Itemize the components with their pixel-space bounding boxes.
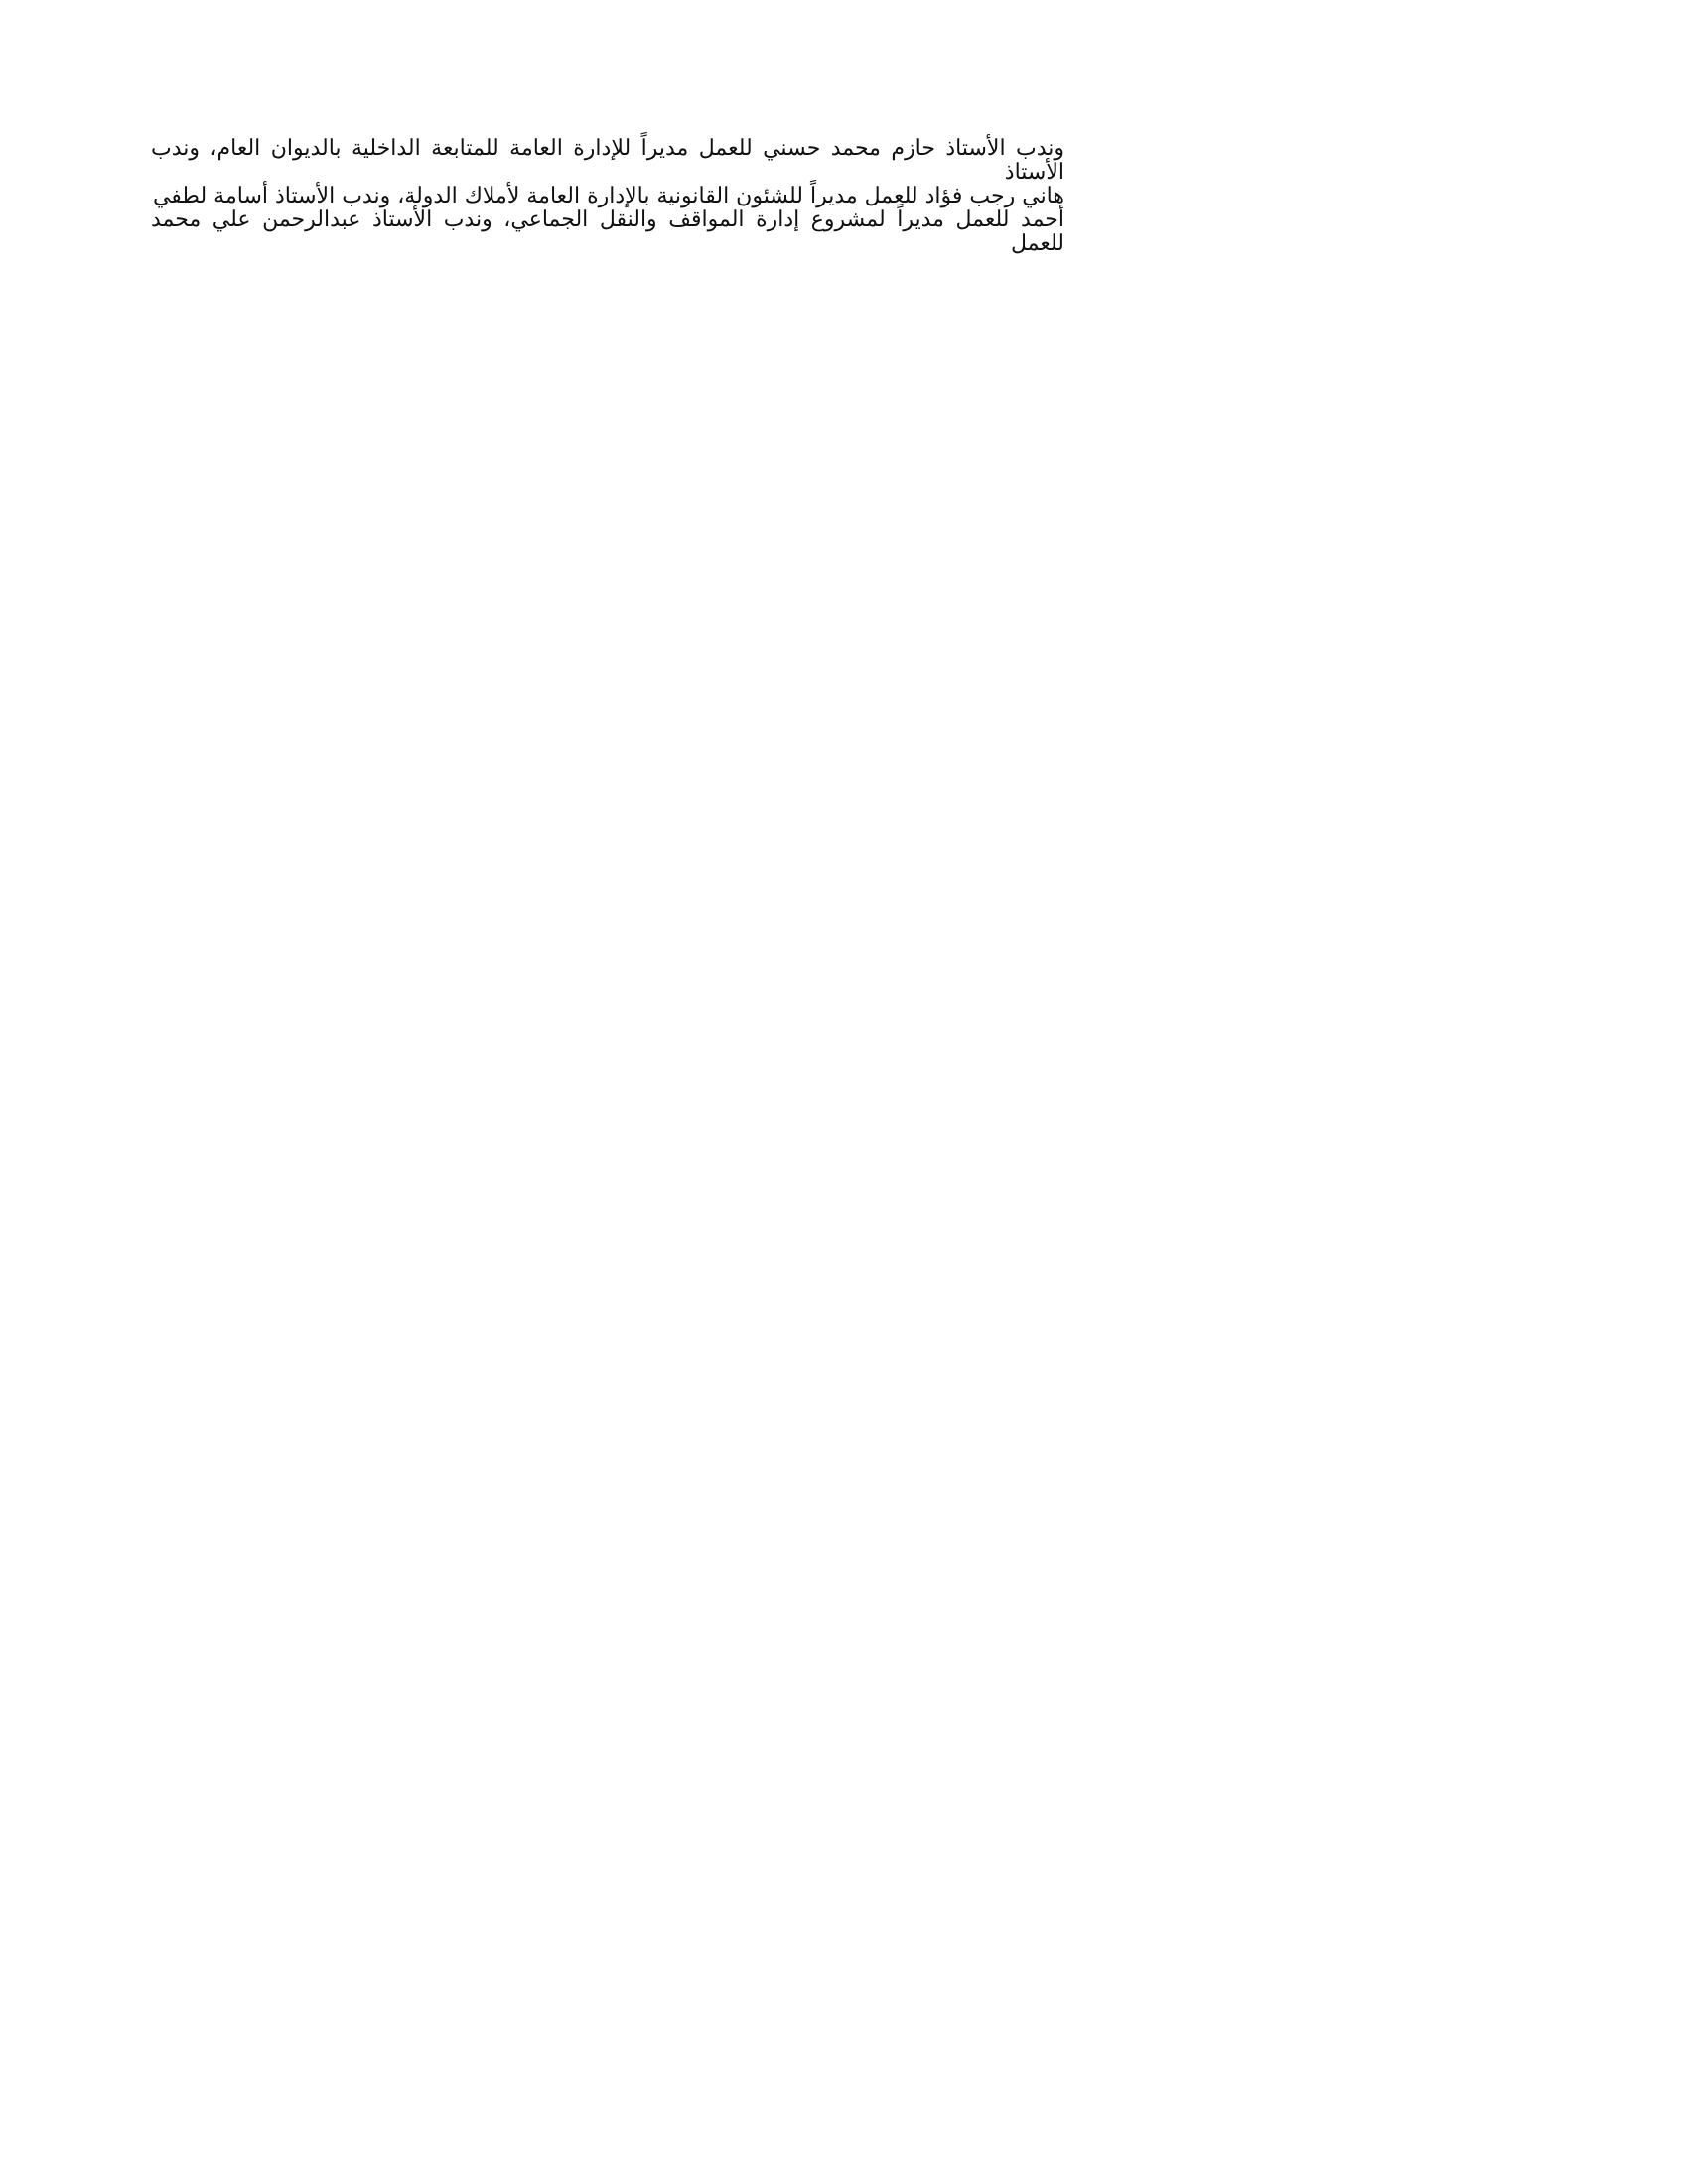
body-paragraph [151, 137, 1064, 256]
text-line: وندب الأستاذ حازم محمد حسني للعمل مديراً للإدارة العامة للمتابعة الداخلية بالديوان العام، وندب الأستاذ [151, 136, 1064, 185]
text-line: أحمد للعمل مديراً لمشروع إدارة المواقف والنقل الجماعي، وندب الأستاذ عبدالرحمن علي محمد للعمل [151, 207, 1064, 256]
text-line: هاني رجب فؤاد للعمل مديراً للشئون القانونية بالإدارة العامة لأملاك الدولة، وندب الأستاذ أسامة لطفي [152, 184, 1064, 208]
